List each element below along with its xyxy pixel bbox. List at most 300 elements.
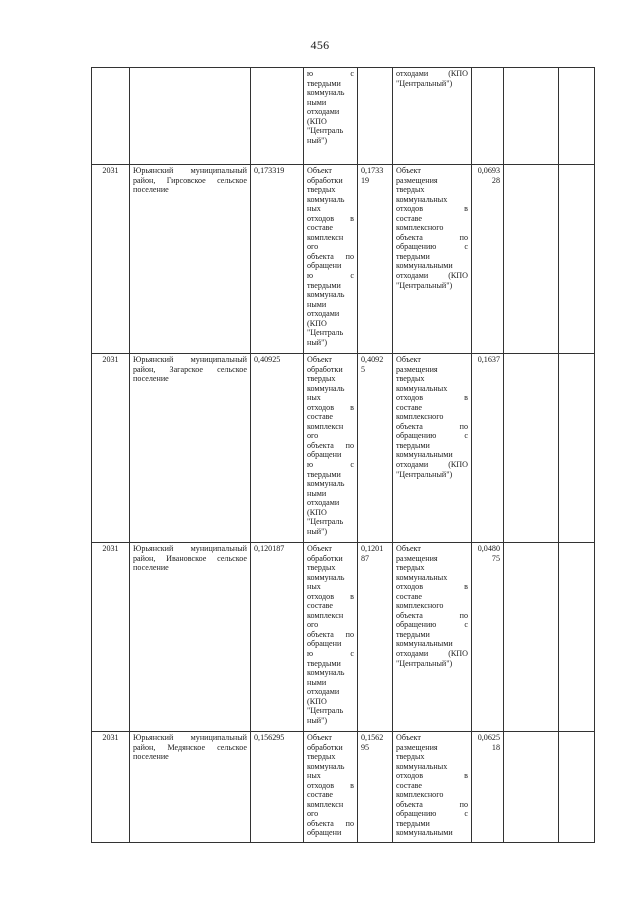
cell-word: ных: [307, 393, 321, 403]
cell-word: муниципальный: [190, 355, 247, 364]
cell-word: в: [464, 771, 468, 781]
cell-word: сельское: [217, 364, 247, 374]
cell-line: [307, 630, 354, 640]
cell-word: ого: [307, 620, 319, 630]
cell-word: район,: [133, 742, 156, 752]
cell-line: [133, 554, 247, 564]
cell-line: [307, 470, 354, 480]
empty-cell: [559, 354, 595, 543]
number-line: 0,0625: [477, 733, 500, 742]
cell-line: [396, 554, 468, 564]
cell-word: отходов: [396, 204, 424, 214]
cell-line: [396, 403, 468, 413]
treatment-mass-cell: [358, 732, 393, 843]
cell-line: [396, 242, 468, 252]
cell-line: [307, 678, 354, 688]
cell-line: [307, 412, 354, 422]
cell-word: обращени: [307, 261, 342, 271]
cell-word: поселение: [133, 752, 169, 762]
cell-word: сельское: [217, 175, 247, 185]
cell-line: [307, 69, 354, 79]
cell-line: [307, 508, 354, 518]
cell-line: [307, 328, 354, 338]
number-line: 5: [361, 364, 366, 374]
cell-word: ого: [307, 431, 319, 441]
cell-line: [396, 460, 468, 470]
cell-word: коммунальными: [396, 450, 453, 460]
cell-word: "Централь: [307, 706, 344, 716]
cell-word: Объект: [396, 733, 421, 742]
cell-word: отходами: [307, 309, 340, 319]
cell-line: [307, 79, 354, 89]
number-line: 95: [361, 742, 370, 752]
cell-word: муниципальный: [190, 733, 247, 742]
number-line: 0,1637: [477, 355, 500, 364]
cell-word: комплексн: [307, 232, 344, 242]
cell-word: сельское: [217, 742, 247, 752]
empty-cell: [504, 165, 559, 354]
cell-word: коммуналь: [307, 479, 345, 489]
cell-line: [133, 733, 247, 743]
placement-mass-cell: [472, 165, 504, 354]
cell-word: коммунальными: [396, 828, 453, 838]
cell-line: [133, 185, 247, 195]
cell-word: с: [350, 649, 354, 659]
cell-word: отходами: [396, 271, 429, 281]
cell-word: Объект: [307, 166, 332, 175]
cell-word: ный"): [307, 337, 328, 347]
cell-word: обращению: [396, 431, 437, 441]
cell-word: комплексного: [396, 601, 444, 611]
empty-cell: [559, 732, 595, 843]
number-line: 75: [491, 553, 500, 563]
cell-line: [396, 630, 468, 640]
cell-line: [396, 601, 468, 611]
treatment-object-cell: [304, 732, 358, 843]
mass-cell: 0,173319: [251, 165, 304, 354]
cell-line: [396, 261, 468, 271]
cell-word: с: [350, 460, 354, 470]
cell-word: ными: [307, 97, 327, 107]
cell-word: ого: [307, 809, 319, 819]
cell-word: обращению: [396, 809, 437, 819]
cell-line: [307, 460, 354, 470]
cell-line: [307, 544, 354, 554]
cell-word: отходами: [396, 460, 429, 470]
cell-word: обращению: [396, 620, 437, 630]
cell-word: комплексного: [396, 790, 444, 800]
empty-cell: [559, 68, 595, 165]
empty-cell: [559, 543, 595, 732]
cell-word: объекта: [307, 629, 334, 639]
page-number: 456: [310, 38, 330, 52]
cell-word: "Центральный"): [396, 280, 453, 290]
cell-word: (КПО: [307, 318, 327, 328]
cell-line: [307, 716, 354, 726]
number-line: 19: [361, 175, 370, 185]
cell-line: [307, 214, 354, 224]
placement-mass-cell: [472, 68, 504, 165]
cell-line: [307, 290, 354, 300]
cell-word: обработки: [307, 364, 343, 374]
cell-word: Объект: [307, 733, 332, 742]
cell-line: [307, 261, 354, 271]
cell-word: по: [459, 799, 468, 809]
cell-line: [307, 403, 354, 413]
treatment-mass-cell: [358, 354, 393, 543]
cell-word: Загарское: [169, 364, 203, 374]
treatment-mass-cell: [358, 543, 393, 732]
cell-word: объекта: [307, 440, 334, 450]
cell-word: ными: [307, 488, 327, 498]
cell-word: объекта: [396, 421, 423, 431]
cell-line: [307, 611, 354, 621]
cell-word: район,: [133, 175, 156, 185]
cell-line: [307, 771, 354, 781]
cell-line: [307, 319, 354, 329]
cell-word: ю: [307, 460, 314, 470]
cell-word: ными: [307, 299, 327, 309]
cell-word: район,: [133, 364, 156, 374]
cell-word: коммунальными: [396, 261, 453, 271]
cell-word: отходов: [396, 393, 424, 403]
year-cell: 2031: [92, 543, 130, 732]
cell-line: [396, 365, 468, 375]
cell-word: по: [345, 818, 354, 828]
placement-mass-cell: [472, 543, 504, 732]
cell-word: сельское: [217, 553, 247, 563]
cell-line: [396, 781, 468, 791]
cell-line: [396, 790, 468, 800]
cell-word: по: [345, 440, 354, 450]
cell-word: твердых: [307, 374, 336, 384]
cell-line: [307, 309, 354, 319]
cell-line: [307, 563, 354, 573]
cell-line: [307, 498, 354, 508]
cell-line: [133, 374, 247, 384]
cell-word: твердыми: [396, 251, 430, 261]
cell-line: [307, 527, 354, 537]
cell-word: коммунальных: [396, 383, 448, 393]
table-row: [92, 543, 595, 732]
cell-word: твердыми: [307, 280, 341, 290]
cell-word: Юрьянский: [133, 733, 174, 742]
cell-word: по: [345, 251, 354, 261]
cell-line: [307, 733, 354, 743]
cell-word: размещения: [396, 364, 438, 374]
cell-line: [133, 166, 247, 176]
cell-line: [396, 79, 468, 89]
territory-cell: [130, 732, 251, 843]
cell-word: размещения: [396, 175, 438, 185]
cell-line: [396, 384, 468, 394]
territory-cell: [130, 543, 251, 732]
cell-line: [396, 733, 468, 743]
cell-line: [396, 659, 468, 669]
cell-word: коммунальными: [396, 639, 453, 649]
cell-word: составе: [307, 223, 334, 233]
treatment-mass-cell: [358, 165, 393, 354]
cell-line: [307, 117, 354, 127]
cell-line: [396, 69, 468, 79]
cell-word: обработки: [307, 742, 343, 752]
cell-line: [307, 185, 354, 195]
cell-line: [307, 88, 354, 98]
cell-line: [396, 252, 468, 262]
year-cell: 2031: [92, 732, 130, 843]
cell-line: [307, 800, 354, 810]
placement-mass-cell: [472, 732, 504, 843]
cell-line: [396, 166, 468, 176]
cell-line: [133, 176, 247, 186]
cell-word: обращени: [307, 450, 342, 460]
cell-word: Юрьянский: [133, 166, 174, 175]
treatment-object-cell: [304, 68, 358, 165]
cell-word: с: [464, 620, 468, 630]
cell-word: с: [350, 271, 354, 281]
cell-line: [396, 819, 468, 829]
cell-line: [307, 582, 354, 592]
cell-word: с: [464, 242, 468, 252]
cell-word: коммуналь: [307, 761, 345, 771]
cell-word: с: [464, 431, 468, 441]
cell-word: (КПО: [448, 69, 468, 78]
cell-word: коммунальных: [396, 761, 448, 771]
placement-object-cell: [393, 543, 472, 732]
cell-word: твердыми: [307, 658, 341, 668]
cell-line: [396, 592, 468, 602]
placement-object-cell: [393, 732, 472, 843]
cell-word: ого: [307, 242, 319, 252]
cell-word: отходов: [396, 771, 424, 781]
cell-line: [396, 639, 468, 649]
cell-line: [307, 706, 354, 716]
cell-line: [396, 582, 468, 592]
cell-line: [396, 214, 468, 224]
cell-word: Объект: [307, 544, 332, 553]
cell-word: ю: [307, 649, 314, 659]
cell-word: отходов: [396, 582, 424, 592]
cell-line: [307, 338, 354, 348]
cell-word: твердых: [307, 563, 336, 573]
cell-line: [307, 743, 354, 753]
cell-line: [307, 136, 354, 146]
mass-cell: [251, 68, 304, 165]
cell-line: [307, 620, 354, 630]
cell-line: [396, 743, 468, 753]
cell-line: [307, 781, 354, 791]
territory-cell: [130, 354, 251, 543]
cell-word: коммуналь: [307, 383, 345, 393]
territory-cell: [130, 165, 251, 354]
cell-word: отходами: [396, 69, 429, 78]
cell-word: объекта: [396, 610, 423, 620]
cell-line: [307, 790, 354, 800]
cell-word: твердых: [396, 563, 425, 573]
cell-word: составе: [307, 790, 334, 800]
cell-word: твердых: [396, 374, 425, 384]
cell-word: в: [350, 780, 354, 790]
cell-line: [396, 176, 468, 186]
cell-line: [307, 242, 354, 252]
cell-line: [307, 355, 354, 365]
cell-word: Объект: [396, 355, 421, 364]
cell-line: [133, 355, 247, 365]
cell-line: [396, 450, 468, 460]
treatment-mass-cell: [358, 68, 393, 165]
cell-line: [307, 422, 354, 432]
cell-word: по: [459, 421, 468, 431]
cell-line: [307, 441, 354, 451]
cell-word: составе: [307, 601, 334, 611]
empty-cell: [504, 354, 559, 543]
cell-line: [396, 762, 468, 772]
cell-word: в: [350, 402, 354, 412]
cell-word: отходов: [307, 780, 335, 790]
table-row: [92, 68, 595, 165]
number-line: 18: [491, 742, 500, 752]
cell-line: [307, 687, 354, 697]
number-line: 0,0693: [477, 166, 500, 175]
cell-word: объекта: [396, 232, 423, 242]
cell-line: [396, 771, 468, 781]
cell-word: Объект: [396, 166, 421, 175]
cell-word: коммунальных: [396, 194, 448, 204]
cell-line: [307, 450, 354, 460]
placement-object-cell: [393, 354, 472, 543]
cell-line: [396, 620, 468, 630]
cell-line: [307, 828, 354, 838]
cell-line: [396, 233, 468, 243]
cell-word: отходами: [307, 498, 340, 508]
cell-word: в: [464, 204, 468, 214]
table-body: [92, 68, 595, 843]
placement-mass-cell: [472, 354, 504, 543]
cell-word: (КПО: [307, 696, 327, 706]
cell-line: [396, 195, 468, 205]
cell-line: [396, 828, 468, 838]
cell-word: размещения: [396, 553, 438, 563]
cell-line: [307, 601, 354, 611]
cell-line: [307, 659, 354, 669]
cell-word: Объект: [307, 355, 332, 364]
cell-line: [307, 204, 354, 214]
cell-line: [307, 365, 354, 375]
cell-word: ю: [307, 271, 314, 281]
cell-line: [307, 573, 354, 583]
cell-line: [396, 393, 468, 403]
cell-word: Объект: [396, 544, 421, 553]
cell-word: (КПО: [307, 507, 327, 517]
cell-line: [307, 649, 354, 659]
cell-word: твердыми: [396, 818, 430, 828]
cell-line: [307, 819, 354, 829]
cell-word: ный"): [307, 526, 328, 536]
territory-cell: [130, 68, 251, 165]
number-line: 87: [361, 553, 370, 563]
cell-word: твердыми: [396, 440, 430, 450]
cell-word: "Централь: [307, 517, 344, 527]
placement-object-cell: [393, 68, 472, 165]
cell-word: твердых: [396, 752, 425, 762]
cell-word: ный"): [307, 135, 328, 145]
cell-word: составе: [396, 402, 423, 412]
cell-word: отходами: [307, 107, 340, 117]
waste-flow-table: [91, 67, 595, 843]
cell-word: обработки: [307, 175, 343, 185]
cell-word: объекта: [396, 799, 423, 809]
cell-word: размещения: [396, 742, 438, 752]
cell-line: [133, 544, 247, 554]
cell-word: в: [350, 213, 354, 223]
cell-word: Юрьянский: [133, 355, 174, 364]
cell-line: [307, 107, 354, 117]
cell-word: поселение: [133, 185, 169, 195]
cell-line: [396, 412, 468, 422]
cell-word: твердых: [307, 185, 336, 195]
cell-line: [396, 223, 468, 233]
treatment-object-cell: [304, 354, 358, 543]
cell-line: [307, 233, 354, 243]
year-cell: 2031: [92, 354, 130, 543]
cell-line: [307, 126, 354, 136]
cell-line: [396, 544, 468, 554]
cell-word: составе: [396, 591, 423, 601]
cell-line: [396, 185, 468, 195]
cell-word: ных: [307, 582, 321, 592]
cell-word: муниципальный: [190, 166, 247, 175]
cell-word: Медянское: [167, 742, 206, 752]
empty-cell: [504, 68, 559, 165]
cell-line: [307, 195, 354, 205]
cell-line: [307, 639, 354, 649]
cell-word: составе: [396, 780, 423, 790]
number-line: 28: [491, 175, 500, 185]
cell-line: [396, 355, 468, 365]
cell-word: обработки: [307, 553, 343, 563]
cell-word: ными: [307, 677, 327, 687]
cell-line: [133, 563, 247, 573]
cell-line: [396, 374, 468, 384]
cell-word: комплексн: [307, 421, 344, 431]
cell-line: [307, 384, 354, 394]
cell-word: твердых: [396, 185, 425, 195]
treatment-object-cell: [304, 165, 358, 354]
cell-word: ных: [307, 771, 321, 781]
cell-line: [307, 281, 354, 291]
year-cell: [92, 68, 130, 165]
cell-line: [133, 752, 247, 762]
cell-word: ю: [307, 69, 314, 78]
treatment-object-cell: [304, 543, 358, 732]
cell-line: [307, 668, 354, 678]
cell-word: коммуналь: [307, 88, 345, 98]
cell-line: [307, 809, 354, 819]
cell-line: [396, 470, 468, 480]
cell-word: комплексн: [307, 799, 344, 809]
cell-line: [307, 393, 354, 403]
year-cell: 2031: [92, 165, 130, 354]
cell-line: [307, 98, 354, 108]
cell-line: [307, 300, 354, 310]
cell-line: [307, 762, 354, 772]
number-line: 0,1562: [361, 733, 384, 742]
cell-line: [396, 573, 468, 583]
cell-word: твердыми: [307, 469, 341, 479]
cell-line: [307, 517, 354, 527]
cell-line: [307, 252, 354, 262]
cell-word: Ивановское: [166, 553, 207, 563]
